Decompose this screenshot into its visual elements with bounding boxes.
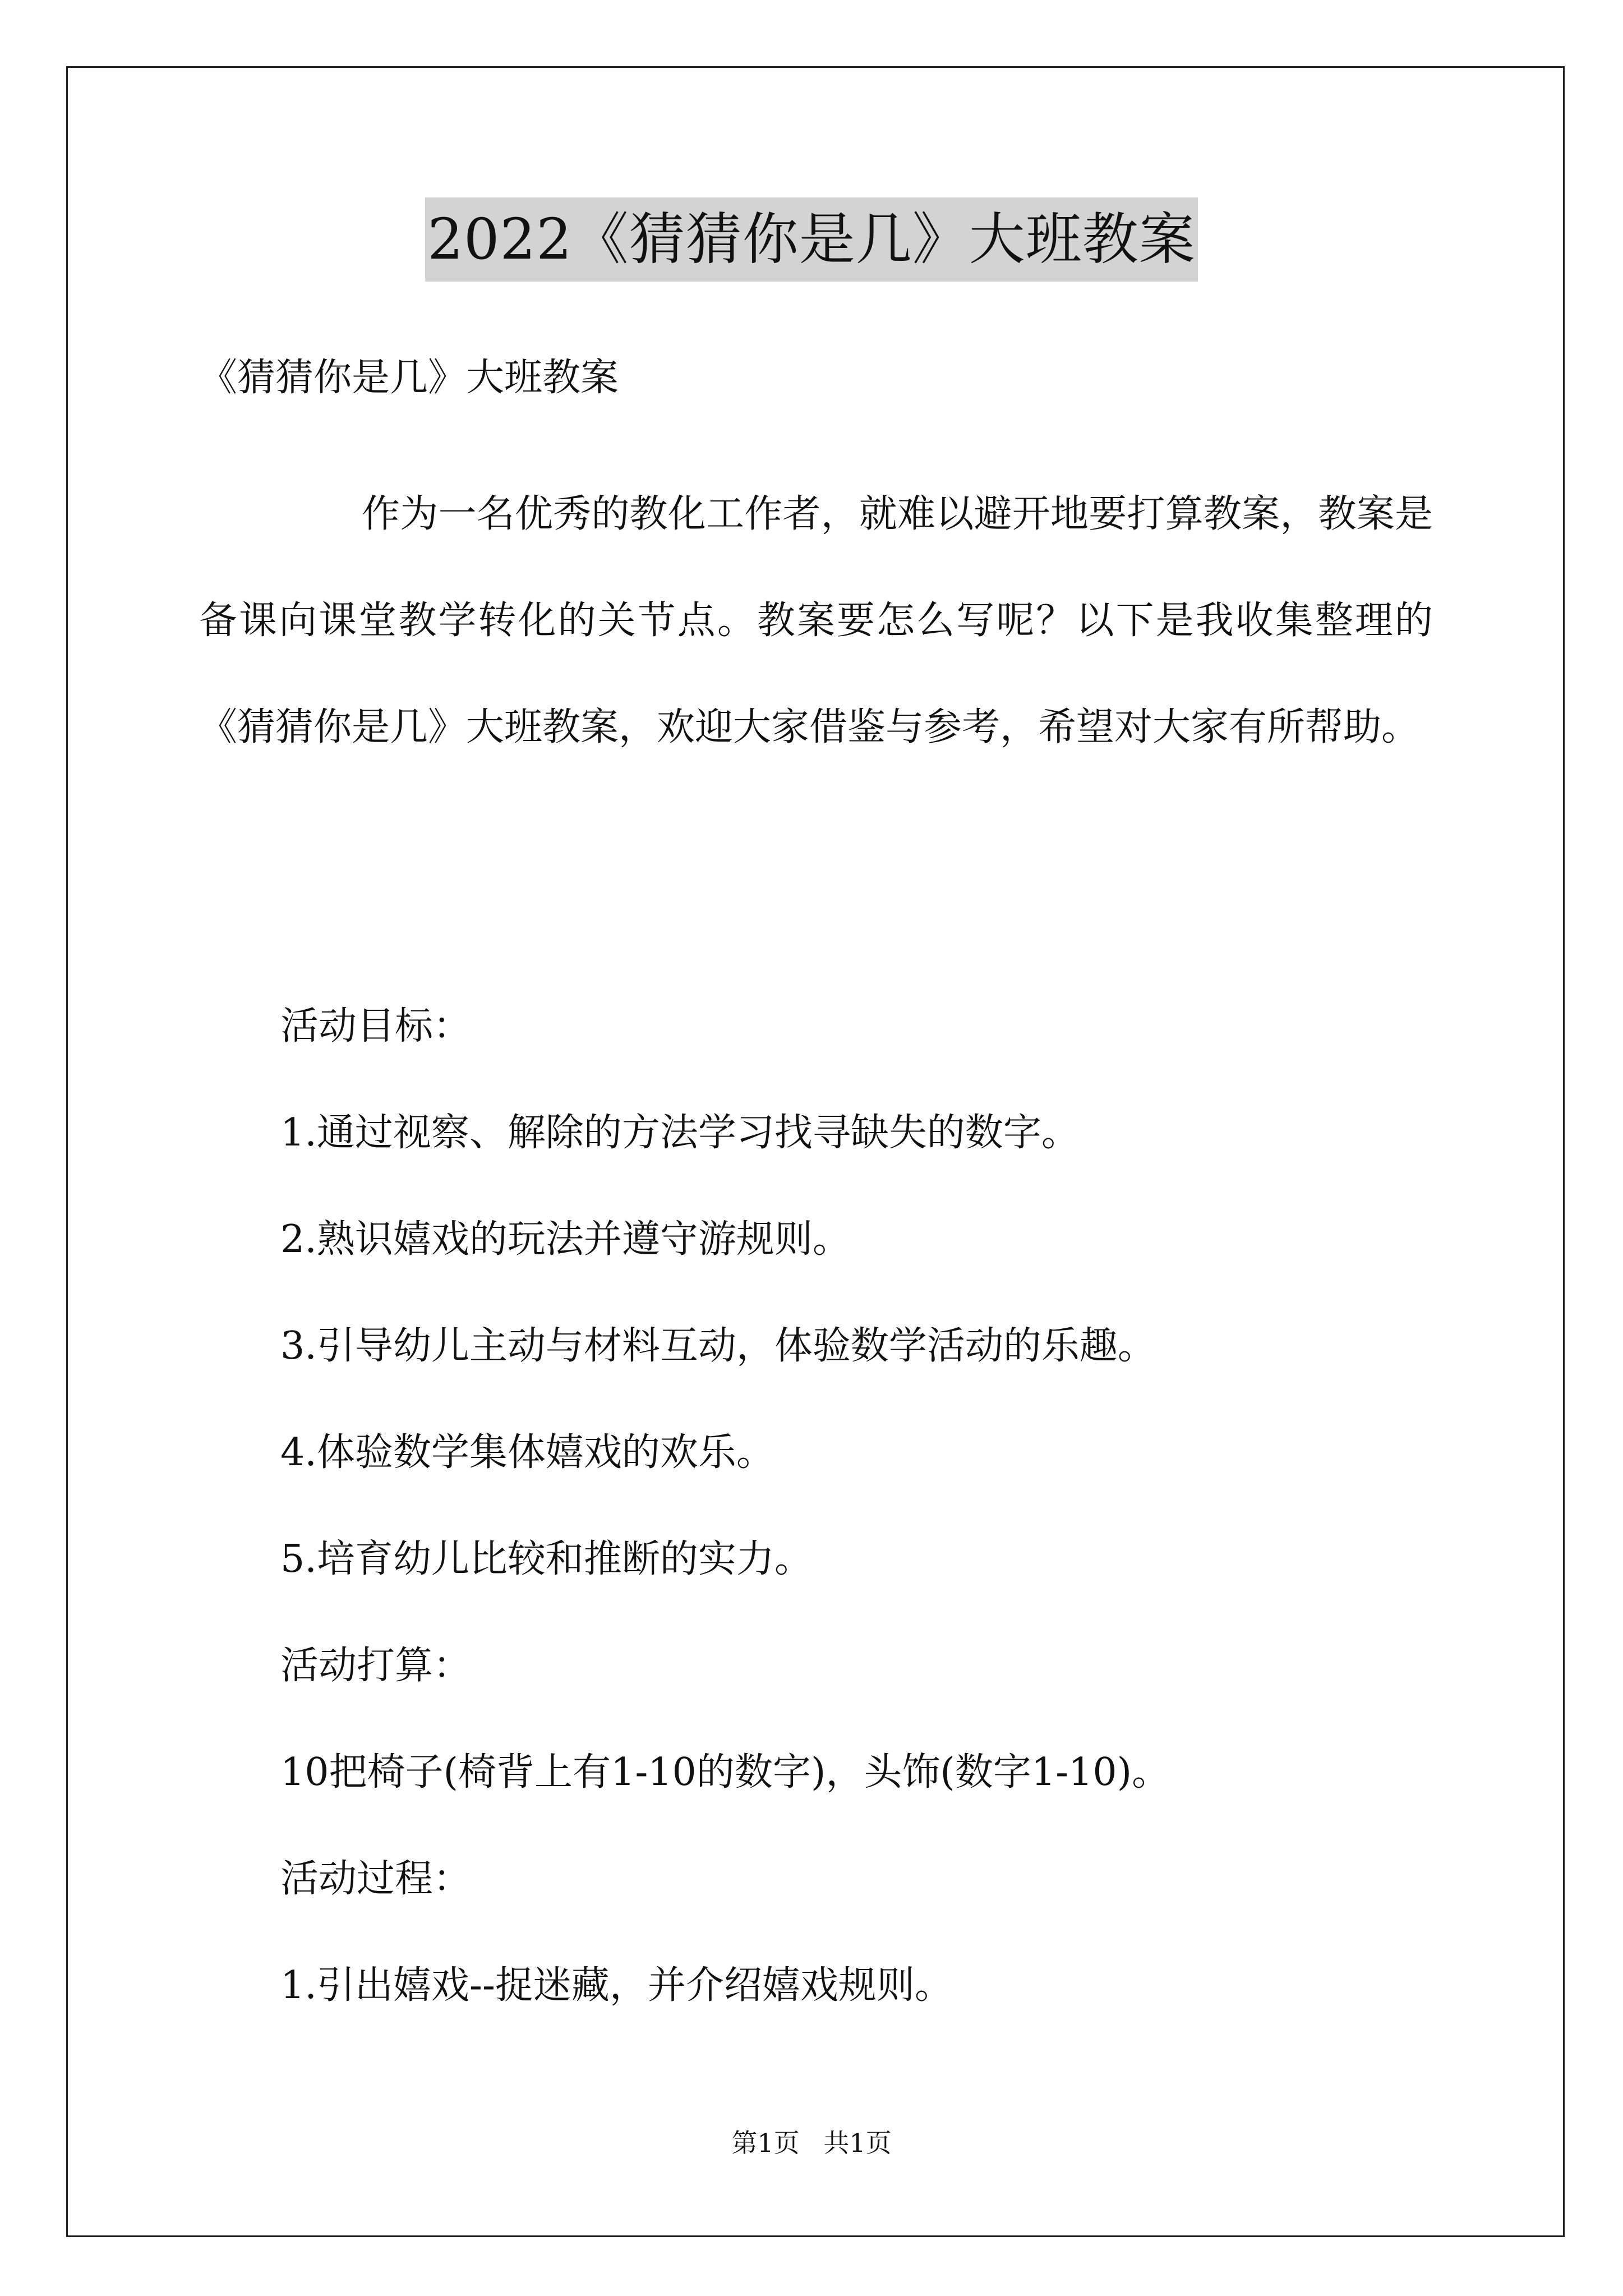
prep-heading: 活动打算：: [280, 1644, 472, 1688]
goal-item: 4.体验数学集体嬉戏的欢乐。: [280, 1430, 774, 1475]
goal-item: 5.培育幼儿比较和推断的实力。: [280, 1537, 813, 1581]
page-number: 第1页: [731, 2128, 800, 2158]
goal-item: 3.引导幼儿主动与材料互动，体验数学活动的乐趣。: [280, 1324, 1156, 1368]
prep-text: 10把椅子(椅背上有1-10的数字)，头饰(数字1-10)。: [280, 1750, 1170, 1795]
page-footer: [0, 2126, 1623, 2160]
intro-paragraph: 作为一名优秀的教化工作者，就难以避开地要打算教案，教案是备课向课堂教学转化的关节点。教案要怎么写呢？以下是我收集整理的《猜猜你是几》大班教案，欢迎大家借鉴与参考，希望对大家有所帮助。: [199, 492, 1433, 749]
title-container: [0, 197, 1623, 282]
page-total: 共1页: [823, 2128, 892, 2158]
goals-heading: 活动目标：: [280, 1004, 472, 1048]
goal-item: 2.熟识嬉戏的玩法并遵守游规则。: [280, 1217, 851, 1262]
goal-item: 1.通过视察、解除的方法学习找寻缺失的数字。: [280, 1111, 1080, 1155]
process-step: 1.引出嬉戏--捉迷藏，并介绍嬉戏规则。: [280, 1963, 953, 2008]
process-heading: 活动过程：: [280, 1857, 472, 1901]
document-title: 2022《猜猜你是几》大班教案: [425, 197, 1198, 282]
document-subtitle: 《猜猜你是几》大班教案: [199, 356, 619, 400]
